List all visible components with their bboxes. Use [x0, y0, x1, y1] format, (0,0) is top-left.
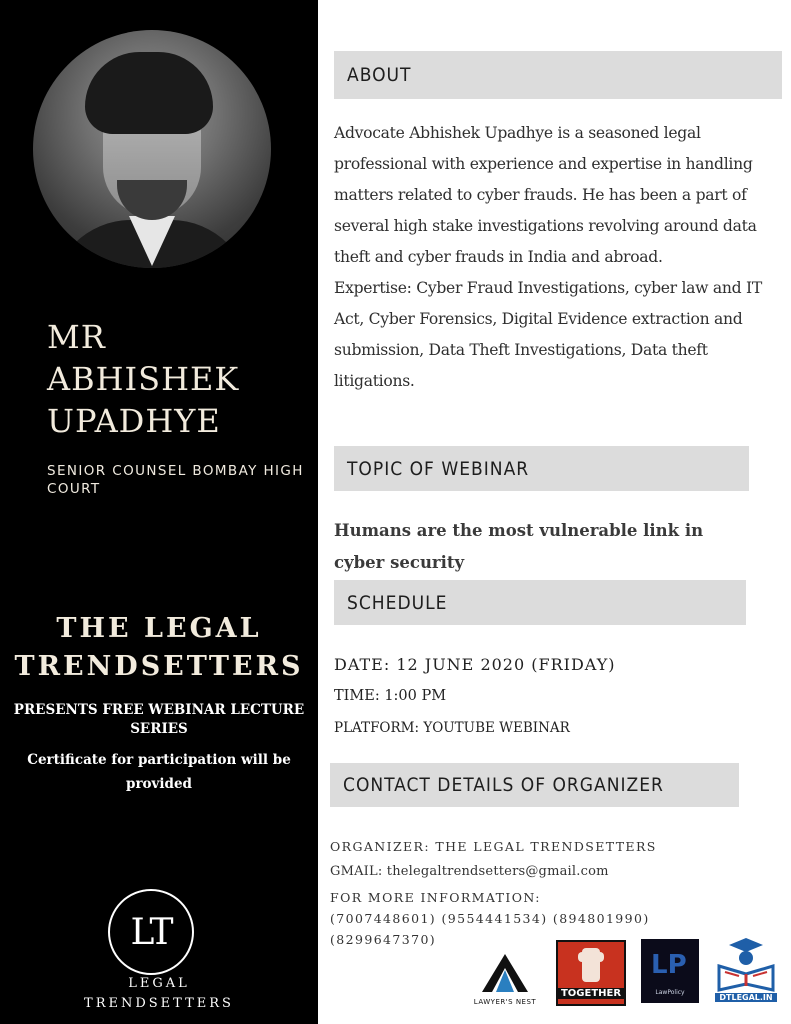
schedule-date: DATE: 12 JUNE 2020 (FRIDAY) [334, 655, 616, 674]
svg-text:LP: LP [651, 950, 687, 980]
graduate-book-icon [715, 936, 777, 992]
schedule-heading [334, 580, 746, 625]
speaker-name-line3: UPADHYE [47, 402, 221, 440]
topic-text: Humans are the most vulnerable link in cyber security [334, 521, 704, 572]
contact-heading-label: CONTACT DETAILS OF ORGANIZER [343, 774, 664, 796]
organizer-name-line1: THE LEGAL [56, 613, 262, 644]
presents-text: PRESENTS FREE WEBINAR LECTURE SERIES [13, 702, 305, 737]
about-heading-label: ABOUT [347, 64, 412, 86]
about-paragraph: Advocate Abhishek Upadhye is a seasoned legal professional with experience and expertise in handling matters related to cyber frauds. He has been a part of several high stake investigations revolving around data theft and cyber frauds in India and abroad. [334, 124, 757, 266]
topic-heading [334, 446, 749, 491]
schedule-time: TIME: 1:00 PM [334, 688, 447, 704]
organizer-name-line2: TRENDSETTERS [14, 651, 304, 682]
lawpolicy-logo [641, 939, 699, 1003]
dtlegal-logo [715, 936, 777, 1006]
speaker-name [47, 316, 307, 442]
about-text [334, 118, 784, 397]
dtlegal-label: DTLEGAL.IN [715, 993, 777, 1002]
left-panel [0, 0, 318, 1024]
lawyers-nest-label: LAWYER'S NEST [473, 998, 537, 1006]
contact-phones-line2: (8299647370) [330, 932, 437, 947]
together-label: TOGETHER [558, 988, 624, 999]
contact-more-info: FOR MORE INFORMATION: [330, 890, 541, 905]
logo-text-line2: TRENDSETTERS [84, 996, 234, 1011]
contact-phones-line1: (7007448601) (9554441534) (894801990) [330, 911, 650, 926]
topic-heading-label: TOPIC OF WEBINAR [347, 457, 530, 480]
schedule-platform: PLATFORM: YOUTUBE WEBINAR [334, 720, 570, 736]
lawyers-nest-logo [470, 952, 540, 1008]
organizer-name [0, 610, 318, 686]
together-logo [556, 940, 626, 1006]
expertise-paragraph: Expertise: Cyber Fraud Investigations, cyber law and IT Act, Cyber Forensics, Digital Evidence extraction and submission, Data Theft Investigations, Data theft litigations. [334, 279, 762, 390]
contact-gmail[interactable]: GMAIL: thelegaltrendsetters@gmail.com [330, 864, 609, 879]
contact-heading [330, 763, 739, 807]
certificate-text: Certificate for participation will be provided [27, 752, 291, 792]
lp-monogram-icon [641, 939, 699, 985]
speaker-name-line2: ABHISHEK [47, 360, 240, 398]
about-heading [334, 51, 782, 99]
lawpolicy-label: LawPolicy [655, 989, 685, 996]
schedule-heading-label: SCHEDULE [347, 591, 448, 614]
lt-logo [108, 889, 194, 975]
speaker-photo [33, 30, 271, 268]
contact-organizer: ORGANIZER: THE LEGAL TRENDSETTERS [330, 839, 657, 854]
logo-text-line1: LEGAL [128, 976, 190, 991]
lawyers-nest-icon [470, 952, 540, 996]
fist-icon [558, 942, 624, 988]
lt-monogram: LT [130, 911, 172, 953]
speaker-name-line1: MR [47, 318, 106, 356]
speaker-title: SENIOR COUNSEL BOMBAY HIGH COURT [47, 463, 304, 497]
